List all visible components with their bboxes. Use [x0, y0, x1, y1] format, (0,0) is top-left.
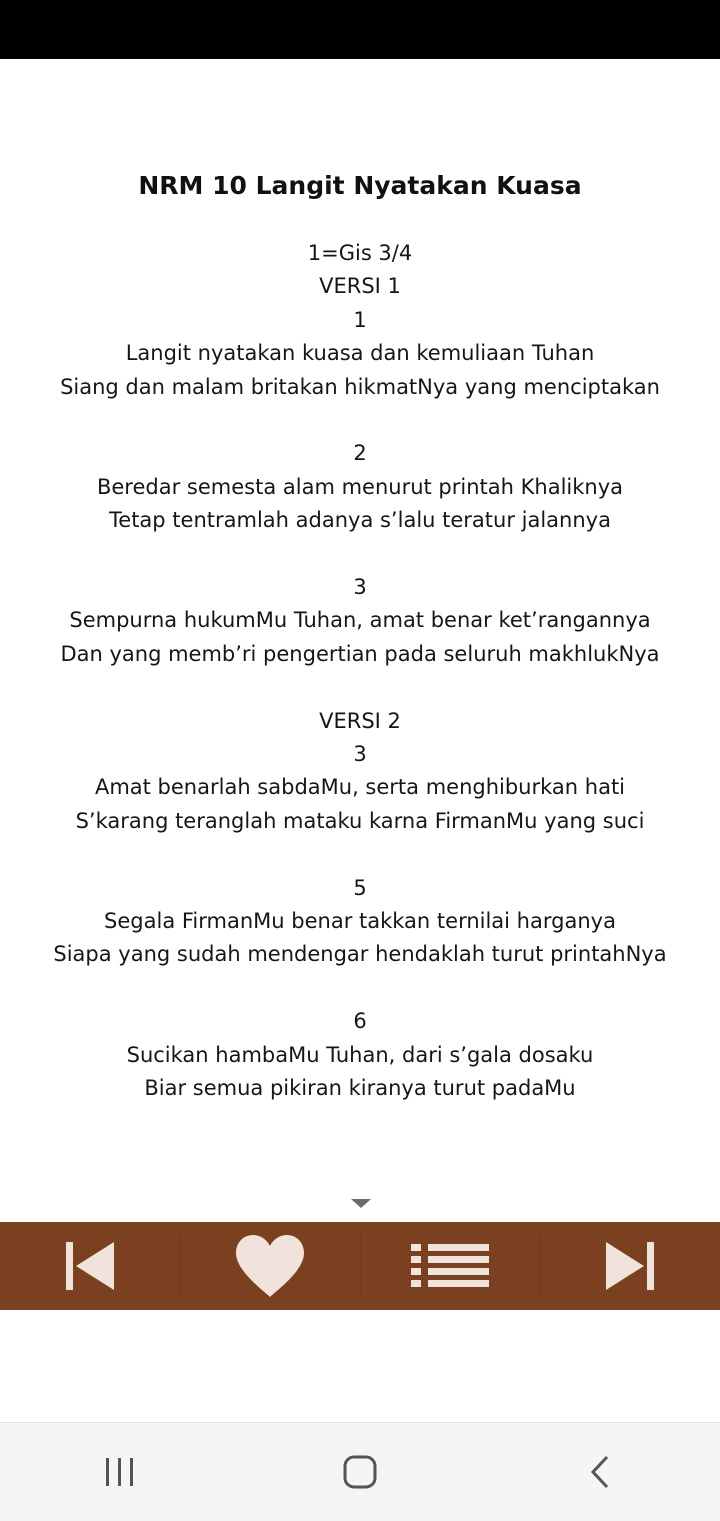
lyric-line: 3 [353, 575, 367, 600]
list-icon [411, 1244, 489, 1288]
scroll-down-indicator-icon [351, 1199, 371, 1208]
lyric-line: Siang dan malam britakan hikmatNya yang menciptakan [60, 374, 660, 399]
lyrics-spacer [0, 404, 720, 437]
recent-apps-icon [104, 1457, 136, 1487]
skip-next-icon [604, 1240, 656, 1292]
bottom-toolbar [0, 1222, 720, 1310]
lyric-line: VERSI 1 [319, 274, 401, 299]
lyric-line: 1=Gis 3/4 [307, 241, 413, 265]
lyric-line: S’karang teranglah mataku karna FirmanMu yang suci [75, 808, 645, 833]
next-button[interactable] [540, 1222, 720, 1310]
back-button[interactable] [560, 1442, 640, 1502]
lyrics-spacer [0, 838, 720, 871]
lyric-line: Beredar semesta alam menurut printah Khaliknya [96, 474, 623, 499]
lyric-line: Segala FirmanMu benar takkan ternilai harganya [104, 909, 616, 934]
lyric-line: 2 [353, 441, 367, 466]
home-icon [342, 1454, 378, 1490]
system-navigation-bar [0, 1422, 720, 1521]
song-content[interactable] [0, 59, 720, 1222]
lyric-line: VERSI 2 [319, 708, 401, 733]
lyric-line: Sucikan hambaMu Tuhan, dari s’gala dosaku [126, 1042, 594, 1067]
lyrics-spacer [0, 972, 720, 1005]
lyrics-spacer [0, 538, 720, 571]
lyric-line: Dan yang memb’ri pengertian pada seluruh makhlukNya [60, 641, 660, 666]
lyric-line: Tetap tentramlah adanya s’lalu teratur jalannya [109, 508, 611, 533]
heart-icon [234, 1233, 306, 1299]
back-icon [588, 1455, 612, 1489]
home-button[interactable] [320, 1442, 400, 1502]
blank-area [0, 1310, 720, 1422]
lyric-line: 6 [353, 1009, 367, 1034]
previous-button[interactable] [0, 1222, 180, 1310]
favorite-button[interactable] [180, 1222, 360, 1310]
skip-previous-icon [64, 1240, 116, 1292]
status-bar [0, 0, 720, 59]
lyric-line: Langit nyatakan kuasa dan kemuliaan Tuhan [125, 341, 595, 366]
list-button[interactable] [360, 1222, 540, 1310]
lyric-line: 1 [353, 307, 367, 332]
lyric-line: Siapa yang sudah mendengar hendaklah turut printahNya [53, 942, 667, 967]
lyric-line: 3 [353, 742, 367, 767]
lyric-line: Biar semua pikiran kiranya turut padaMu [144, 1076, 576, 1101]
recent-apps-button[interactable] [80, 1442, 160, 1502]
lyric-line: Sempurna hukumMu Tuhan, amat benar ket’rangannya [69, 608, 651, 633]
lyrics-spacer [0, 671, 720, 704]
song-title: NRM 10 Langit Nyatakan Kuasa [138, 171, 582, 200]
lyrics-block [0, 237, 720, 1105]
lyric-line: 5 [353, 875, 367, 900]
lyric-line: Amat benarlah sabdaMu, serta menghiburkan hati [94, 775, 626, 800]
